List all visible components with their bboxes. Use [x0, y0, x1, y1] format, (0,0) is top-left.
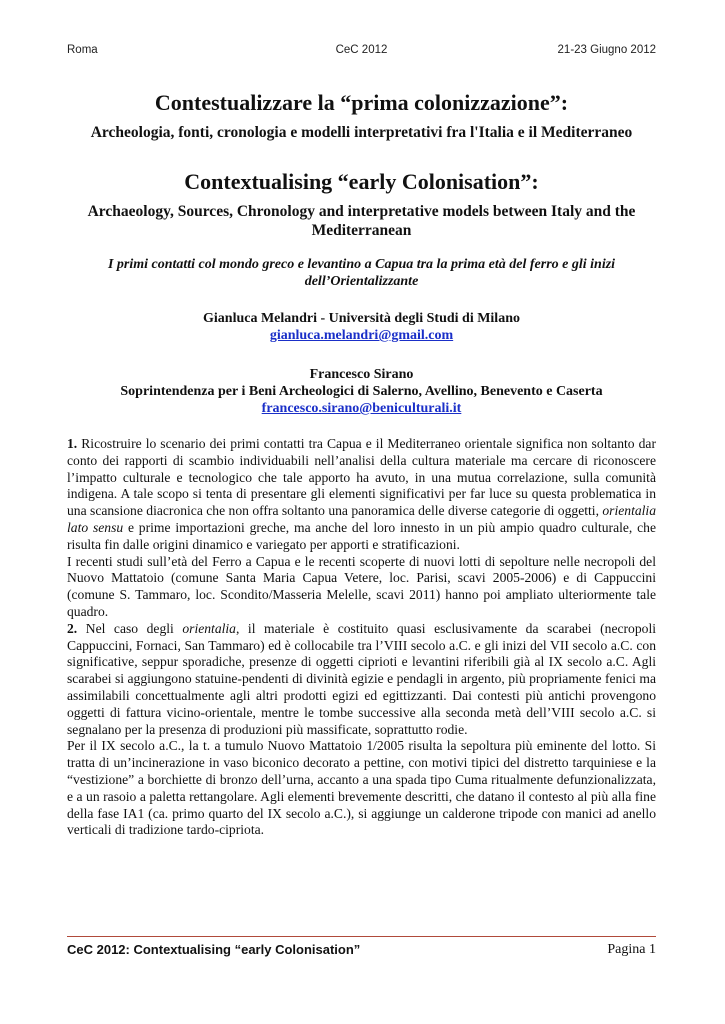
- page-footer: [67, 942, 656, 962]
- abstract-text: [67, 436, 656, 839]
- author-2-name: Francesco Sirano: [309, 367, 414, 382]
- english-title: Contextualising “early Colonisation”:: [184, 169, 539, 194]
- page-header: [67, 44, 656, 62]
- author-2-email-link[interactable]: francesco.sirano@beniculturali.it: [261, 401, 462, 416]
- italian-title: Contestualizzare la “prima colonizzazione”:: [154, 90, 569, 115]
- section-number-1: 1.: [67, 436, 78, 451]
- paragraph-2: I recenti studi sull’età del Ferro a Capua e le recenti scoperte di nuovi lotti di sepolture nelle necropoli del Nuovo Mattatoio (comune Santa Maria Capua Vetere, loc. Parisi, scavi 2005-2006) e di Cappuccini (comune S. Tammaro, loc. Scondito/Masseria Melelle, scavi 2011) hanno poi ampliato ulteriormente tale quadro.: [67, 553, 656, 619]
- paragraph-3-italic: orientalia: [182, 620, 236, 636]
- paragraph-1: [67, 436, 656, 554]
- paragraph-1-text-b: e prime importazioni greche, ma anche del loro innesto in un più ampio quadro culturale, che risulta fin dalle origini dinamico e variegato per apporti e stratificazioni.: [67, 519, 656, 552]
- author-1-email-link[interactable]: gianluca.melandri@gmail.com: [269, 328, 454, 343]
- author-block-1: [67, 310, 656, 344]
- section-number-2: 2.: [67, 620, 78, 636]
- footer-title: CeC 2012: Contextualising “early Colonisation”: [67, 942, 361, 957]
- footer-rule: [67, 936, 656, 937]
- italian-subtitle: Archeologia, fonti, cronologia e modelli interpretativi fra l'Italia e il Mediterraneo: [90, 124, 633, 141]
- document-body: [67, 89, 656, 839]
- page-number: Pagina 1: [607, 942, 656, 957]
- paragraph-4: Per il IX secolo a.C., la t. a tumulo Nuovo Mattatoio 1/2005 risulta la sepoltura più eminente del lotto. Si tratta di un’incinerazione in vaso biconico decorato a pettine, con motivi tipici del distretto tarquiniese e la “vestizione” a borchiette di bronzo dell’urna, accanto a una spada tipo Cuma ritualmente defunzionalizzata, e a un rasoio a paletta rettangolare. Agli elementi brevemente descritti, che datano il contesto al più alla fine della fase IA1 (ca. primo quarto del IX secolo a.C.), si aggiunge un calderone tripode con manici ad anello verticali di tradizione tardo-cipriota.: [67, 738, 656, 838]
- author-1-line: Gianluca Melandri - Università degli Studi di Milano: [203, 311, 520, 326]
- author-block-2: [67, 366, 656, 417]
- english-subtitle: Archaeology, Sources, Chronology and interpretative models between Italy and the Mediterranean: [87, 203, 636, 239]
- header-dates: 21-23 Giugno 2012: [557, 44, 656, 56]
- paragraph-3-text-a: Nel caso degli: [77, 620, 183, 636]
- header-city: Roma: [67, 44, 98, 56]
- author-2-affiliation: Soprintendenza per i Beni Archeologici di Salerno, Avellino, Benevento e Caserta: [120, 384, 603, 399]
- paragraph-1-text-a: Ricostruire lo scenario dei primi contatti tra Capua e il Mediterraneo orientale significa non soltanto dar conto dei rapporti di scambio individuabili nell’analisi della cultura materiale ma cercare di riconoscere l’impatto culturale e tecnologico che tale apporto ha avuto, in una mutua correlazione, sulla comunità indigena. A tale scopo si tenta di presentare gli elementi significativi per far luce su questa problematica in una scansione diacronica che non offra soltanto una panoramica delle diverse categorie di oggetti,: [67, 436, 656, 519]
- paragraph-1-italic: orientalia lato sensu: [67, 503, 656, 535]
- paragraph-3: [67, 621, 656, 739]
- talk-title: I primi contatti col mondo greco e levantino a Capua tra la prima età del ferro e gli inizi dell’Orientalizzante: [107, 257, 616, 289]
- paragraph-3-text-b: , il materiale è costituito quasi esclusivamente da scarabei (necropoli Cappuccini, Fornaci, San Tammaro) ed è collocabile tra l’VIII secolo a.C. e gli inizi del VII secolo a.C. con significative, seppur sporadiche, presenze di oggetti ciprioti e levantini riferibili già al IX secolo a.C. Agli scarabei si aggiungono statuine-pendenti di divinità egizie e pendagli in argento, più propriamente fenici ma assimilabili concettualmente agli altri prodotti egizi ed egittizzanti. Dai contesti più antichi provengono oggetti di fattura vicino-orientale, mentre le tombe successive alla seconda metà dell’VIII secolo a.C. si segnalano per la presenza di produzioni più massificate, soprattutto rodie.: [67, 620, 656, 737]
- header-conference: CeC 2012: [335, 44, 388, 56]
